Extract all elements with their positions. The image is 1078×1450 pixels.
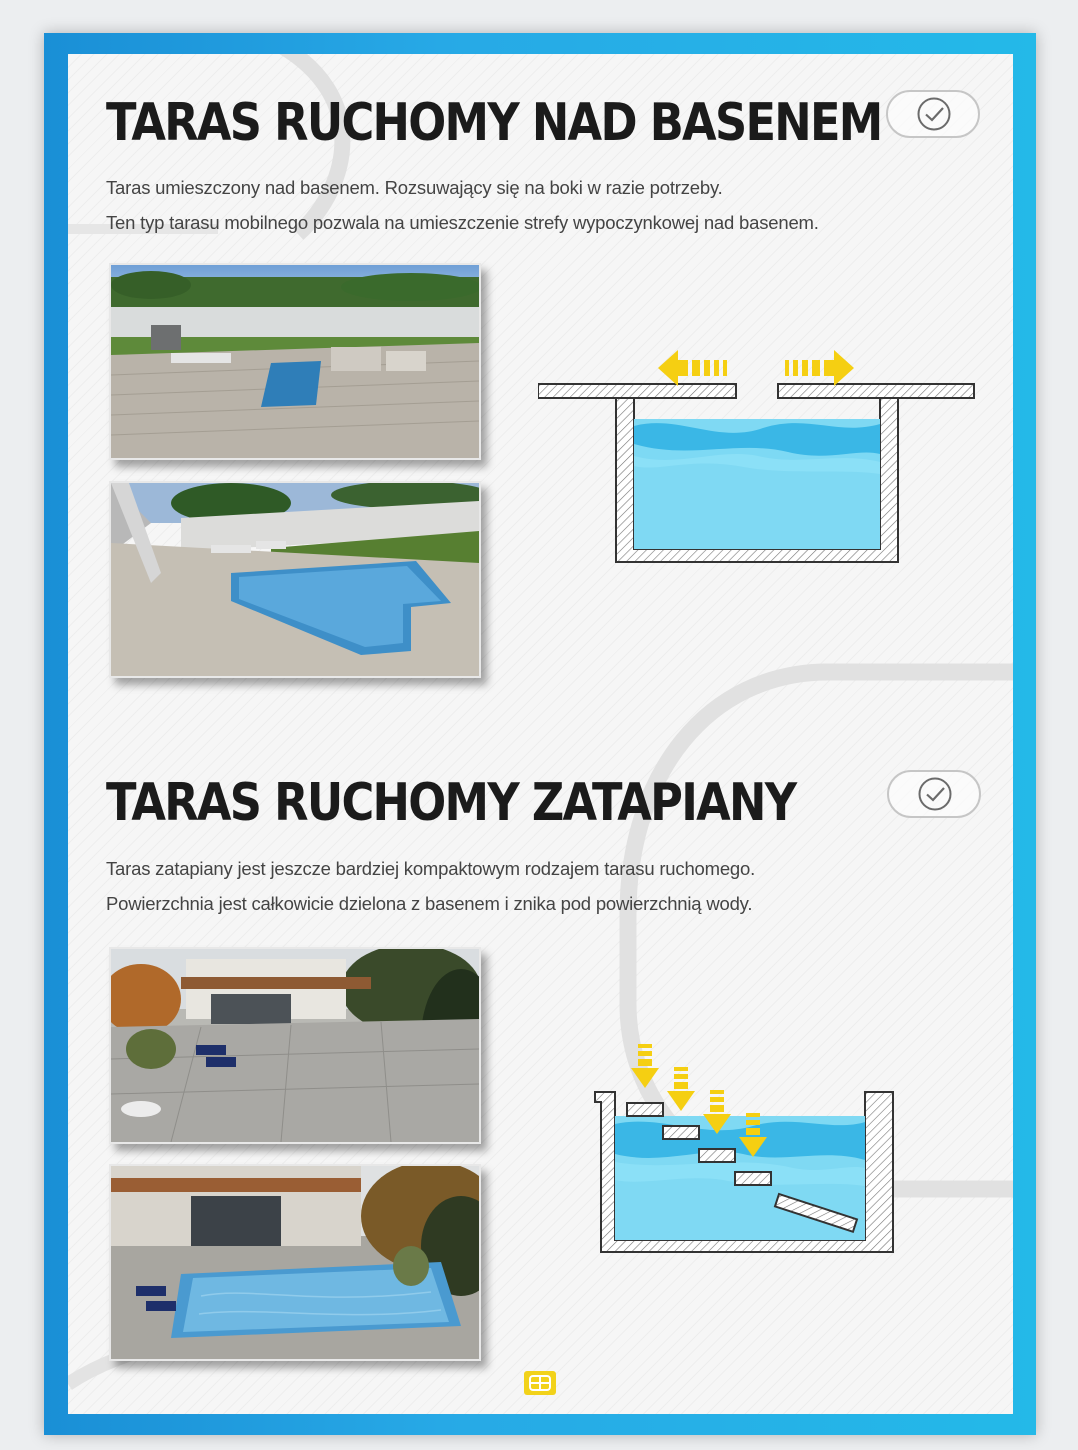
check-circle-icon xyxy=(916,96,952,132)
brand-logo xyxy=(524,1371,556,1395)
terrace-photo-3 xyxy=(109,947,481,1144)
arrow-right-icon xyxy=(785,350,854,386)
description-line: Ten typ tarasu mobilnego pozwala na umieszczenie strefy wypoczynkowej nad basenem. xyxy=(106,212,819,233)
section-description xyxy=(106,170,819,240)
description-line: Taras zatapiany jest jeszcze bardziej kompaktowym rodzajem tarasu ruchomego. xyxy=(106,858,756,879)
arrow-down-icon xyxy=(667,1067,695,1111)
check-badge xyxy=(887,770,981,818)
section-title: TARAS RUCHOMY ZATAPIANY xyxy=(106,773,796,833)
terrace-photo-4 xyxy=(109,1164,481,1361)
logo-icon xyxy=(524,1371,556,1395)
terrace-photo-1 xyxy=(109,263,481,460)
check-badge xyxy=(886,90,980,138)
description-line: Taras umieszczony nad basenem. Rozsuwający się na boki w razie potrzeby. xyxy=(106,177,723,198)
section-title: TARAS RUCHOMY NAD BASENEM xyxy=(106,93,882,153)
sliding-terrace-diagram xyxy=(538,344,978,569)
arrow-left-icon xyxy=(658,350,727,386)
description-line: Powierzchnia jest całkowicie dzielona z basenem i znika pod powierzchnią wody. xyxy=(106,893,753,914)
brochure-page xyxy=(68,54,1013,1414)
check-circle-icon xyxy=(917,776,953,812)
terrace-photo-2 xyxy=(109,481,481,678)
arrow-down-icon xyxy=(631,1044,659,1088)
section-description xyxy=(106,851,755,921)
sinking-terrace-diagram xyxy=(593,1044,908,1254)
